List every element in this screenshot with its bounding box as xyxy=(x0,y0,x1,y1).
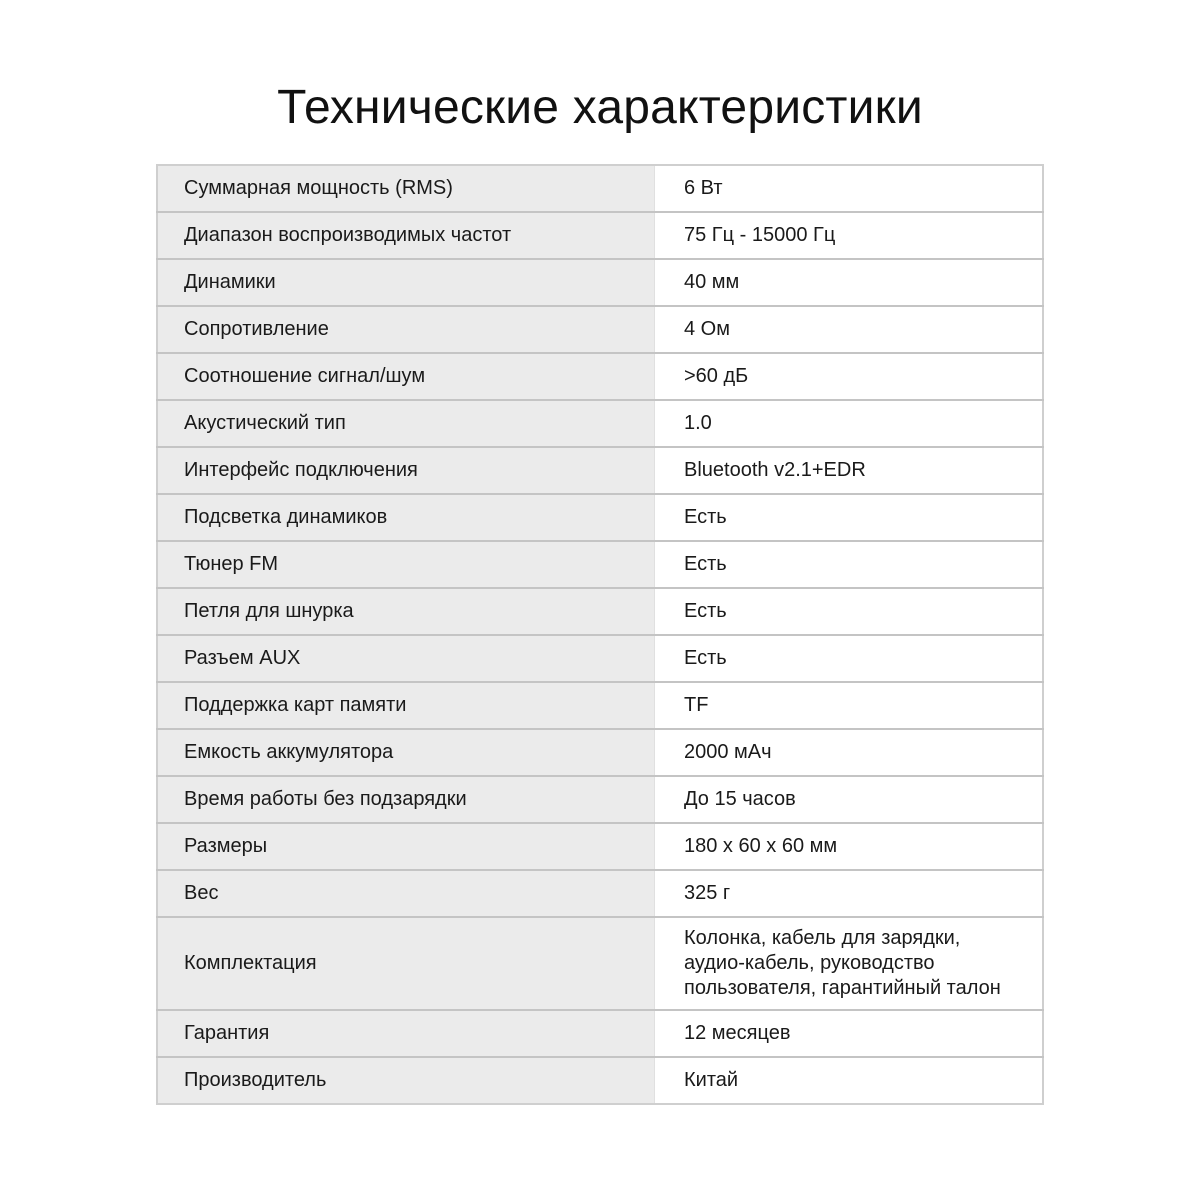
spec-value: 2000 мАч xyxy=(655,729,1044,776)
table-row xyxy=(157,729,1043,776)
spec-value-line: пользователя, гарантийный талон xyxy=(684,977,1001,999)
table-row xyxy=(157,823,1043,870)
spec-value: Есть xyxy=(655,494,1044,541)
spec-value: TF xyxy=(655,682,1044,729)
spec-label: Подсветка динамиков xyxy=(157,494,655,541)
table-row xyxy=(157,541,1043,588)
spec-label: Диапазон воспроизводимых частот xyxy=(157,212,655,259)
spec-label: Разъем AUX xyxy=(157,635,655,682)
spec-value: 6 Вт xyxy=(655,165,1044,212)
spec-value: Есть xyxy=(655,635,1044,682)
spec-label: Вес xyxy=(157,870,655,917)
table-row xyxy=(157,306,1043,353)
spec-value: Bluetooth v2.1+EDR xyxy=(655,447,1044,494)
spec-label: Акустический тип xyxy=(157,400,655,447)
table-row xyxy=(157,588,1043,635)
spec-value: 40 мм xyxy=(655,259,1044,306)
spec-value: Есть xyxy=(655,588,1044,635)
table-row xyxy=(157,635,1043,682)
table-row xyxy=(157,917,1043,1010)
spec-label: Суммарная мощность (RMS) xyxy=(157,165,655,212)
table-row xyxy=(157,870,1043,917)
table-row xyxy=(157,1010,1043,1057)
spec-label: Динамики xyxy=(157,259,655,306)
page-title: Технические характеристики xyxy=(277,81,923,135)
spec-value: 1.0 xyxy=(655,400,1044,447)
spec-label: Время работы без подзарядки xyxy=(157,776,655,823)
table-row xyxy=(157,447,1043,494)
table-row xyxy=(157,165,1043,212)
table-row xyxy=(157,353,1043,400)
spec-label: Сопротивление xyxy=(157,306,655,353)
spec-value: 180 х 60 х 60 мм xyxy=(655,823,1044,870)
spec-value-line: Колонка, кабель для зарядки, xyxy=(684,927,961,949)
spec-value: 12 месяцев xyxy=(655,1010,1044,1057)
table-row xyxy=(157,494,1043,541)
spec-label: Петля для шнурка xyxy=(157,588,655,635)
spec-label: Комплектация xyxy=(157,917,655,1010)
spec-label: Соотношение сигнал/шум xyxy=(157,353,655,400)
spec-value: >60 дБ xyxy=(655,353,1044,400)
spec-value: Китай xyxy=(655,1057,1044,1104)
spec-value: До 15 часов xyxy=(655,776,1044,823)
spec-value: 75 Гц - 15000 Гц xyxy=(655,212,1044,259)
spec-label: Гарантия xyxy=(157,1010,655,1057)
spec-label: Производитель xyxy=(157,1057,655,1104)
spec-value: 325 г xyxy=(655,870,1044,917)
spec-value: Есть xyxy=(655,541,1044,588)
spec-label: Поддержка карт памяти xyxy=(157,682,655,729)
table-row xyxy=(157,776,1043,823)
spec-table xyxy=(156,164,1044,1105)
spec-label: Емкость аккумулятора xyxy=(157,729,655,776)
spec-value-line: аудио-кабель, руководство xyxy=(684,952,935,974)
table-row xyxy=(157,682,1043,729)
spec-value-multiline xyxy=(655,917,1044,1010)
table-row xyxy=(157,212,1043,259)
spec-label: Интерфейс подключения xyxy=(157,447,655,494)
spec-label: Тюнер FM xyxy=(157,541,655,588)
spec-value: 4 Ом xyxy=(655,306,1044,353)
spec-label: Размеры xyxy=(157,823,655,870)
table-row xyxy=(157,1057,1043,1104)
table-row xyxy=(157,259,1043,306)
table-row xyxy=(157,400,1043,447)
